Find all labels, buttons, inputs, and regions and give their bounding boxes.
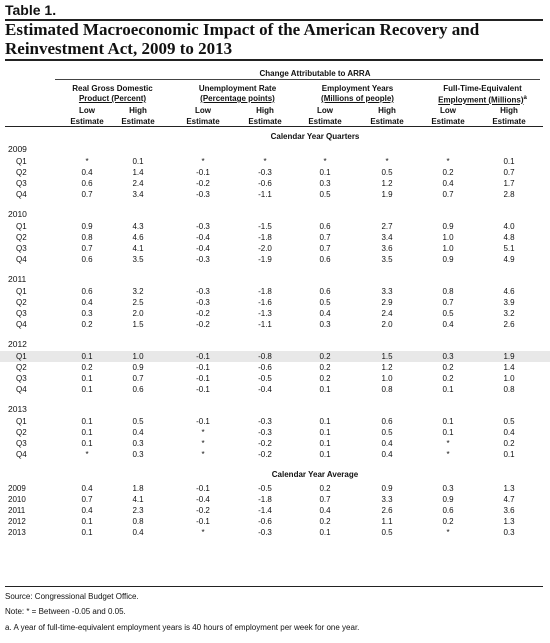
table-cell: * <box>446 450 450 459</box>
table-cell: 0.1 <box>132 157 144 166</box>
table-cell: 0.4 <box>132 528 144 537</box>
table-cell: 0.1 <box>81 352 93 361</box>
table-cell: 0.1 <box>81 439 93 448</box>
table-cell: 0.6 <box>442 506 454 515</box>
sub-header-line2: Estimate <box>121 117 155 126</box>
table-cell: 0.5 <box>381 168 393 177</box>
table-row <box>0 438 550 449</box>
group-header-gdp-line1: Real Gross Domestic <box>72 84 153 93</box>
table-cell: -1.5 <box>258 222 272 231</box>
table-cell: -1.9 <box>258 255 272 264</box>
table-cell: 0.2 <box>81 320 93 329</box>
table-label: Table 1. <box>5 2 57 18</box>
table-cell: 0.4 <box>442 320 454 329</box>
table-cell: 0.5 <box>442 309 454 318</box>
table-cell: 0.8 <box>381 385 393 394</box>
table-cell: 0.8 <box>132 517 144 526</box>
table-cell: 0.2 <box>442 374 454 383</box>
table-cell: -0.2 <box>196 179 210 188</box>
table-cell: 0.1 <box>503 157 515 166</box>
table-cell: -0.8 <box>258 352 272 361</box>
table-cell: 2.6 <box>381 506 393 515</box>
table-cell: 0.3 <box>442 484 454 493</box>
table-cell: -0.1 <box>196 168 210 177</box>
table-cell: 0.1 <box>319 528 331 537</box>
table-cell: 0.4 <box>81 168 93 177</box>
table-row <box>0 286 550 297</box>
table-cell: 1.4 <box>132 168 144 177</box>
table-cell: 0.6 <box>319 287 331 296</box>
table-cell: -0.1 <box>196 484 210 493</box>
table-row <box>0 254 550 265</box>
table-cell: 1.8 <box>132 484 144 493</box>
group-header-gdp-line2: Product (Percent) <box>78 94 147 103</box>
table-cell: 0.1 <box>442 417 454 426</box>
table-row <box>0 416 550 427</box>
table-cell: 3.4 <box>381 233 393 242</box>
quarter-label: Q3 <box>16 244 27 253</box>
table-cell: 0.1 <box>81 385 93 394</box>
quarter-label: Q2 <box>16 428 27 437</box>
table-cell: 4.3 <box>132 222 144 231</box>
average-row <box>0 527 550 538</box>
group-header-unemployment-line2: (Percentage points) <box>200 94 275 103</box>
table-cell: 0.2 <box>81 363 93 372</box>
table-cell: 0.4 <box>442 179 454 188</box>
table-cell: -1.1 <box>258 190 272 199</box>
sub-header-line1: Low <box>195 106 211 115</box>
table-cell: 0.8 <box>81 233 93 242</box>
table-cell: 0.7 <box>319 495 331 504</box>
table-cell: 0.9 <box>442 255 454 264</box>
table-cell: 4.7 <box>503 495 515 504</box>
year-label: 2009 <box>8 144 27 154</box>
table-cell: 3.4 <box>132 190 144 199</box>
sub-header-line1: Low <box>79 106 95 115</box>
sub-header-line2: Estimate <box>186 117 220 126</box>
table-cell: 1.3 <box>503 517 515 526</box>
table-cell: 0.3 <box>442 352 454 361</box>
table-cell: 0.5 <box>132 417 144 426</box>
table-cell: 0.1 <box>319 168 331 177</box>
sub-header-line1: High <box>256 106 274 115</box>
table-cell: 0.2 <box>442 168 454 177</box>
table-cell: 3.9 <box>503 298 515 307</box>
table-cell: -0.2 <box>196 506 210 515</box>
table-cell: 0.1 <box>81 517 93 526</box>
table-cell: 0.9 <box>442 495 454 504</box>
table-cell: 0.7 <box>81 495 93 504</box>
header-bottom-rule <box>5 126 543 127</box>
table-cell: 0.7 <box>442 190 454 199</box>
table-cell: 0.8 <box>503 385 515 394</box>
table-cell: 0.8 <box>442 287 454 296</box>
table-cell: 2.0 <box>132 309 144 318</box>
table-cell: -1.6 <box>258 298 272 307</box>
table-cell: * <box>85 157 89 166</box>
table-cell: 1.0 <box>442 233 454 242</box>
table-cell: 1.4 <box>503 363 515 372</box>
table-cell: 0.6 <box>81 287 93 296</box>
table-cell: * <box>446 439 450 448</box>
table-cell: 0.5 <box>319 298 331 307</box>
table-cell: 2.0 <box>381 320 393 329</box>
quarter-label: Q2 <box>16 233 27 242</box>
quarter-label: Q4 <box>16 190 27 199</box>
group-header-employment-line1: Employment Years <box>321 84 394 93</box>
table-cell: 0.7 <box>319 233 331 242</box>
quarter-label: Q4 <box>16 320 27 329</box>
table-row <box>0 373 550 384</box>
table-cell: 0.2 <box>442 517 454 526</box>
table-cell: 1.7 <box>503 179 515 188</box>
table-row <box>0 221 550 232</box>
average-year-label: 2009 <box>8 484 26 493</box>
table-cell: 1.0 <box>132 352 144 361</box>
quarter-label: Q2 <box>16 168 27 177</box>
sub-header-line1: High <box>500 106 518 115</box>
table-cell: -0.6 <box>258 363 272 372</box>
table-cell: -0.1 <box>196 374 210 383</box>
table-cell: 1.0 <box>503 374 515 383</box>
table-cell: 0.7 <box>442 298 454 307</box>
quarter-label: Q1 <box>16 352 27 361</box>
table-cell: 4.1 <box>132 244 144 253</box>
table-cell: 0.9 <box>381 484 393 493</box>
table-cell: -0.4 <box>258 385 272 394</box>
table-cell: 0.2 <box>319 517 331 526</box>
table-cell: 0.2 <box>319 374 331 383</box>
quarter-label: Q1 <box>16 287 27 296</box>
table-cell: 0.3 <box>503 528 515 537</box>
group-header-fte-line1: Full-Time-Equivalent <box>443 84 522 93</box>
average-year-label: 2011 <box>8 506 26 515</box>
table-cell: 1.9 <box>503 352 515 361</box>
table-cell: 1.0 <box>442 244 454 253</box>
sub-header-line1: High <box>129 106 147 115</box>
table-cell: 0.1 <box>319 450 331 459</box>
sub-header-line1: Low <box>440 106 456 115</box>
table-cell: 0.6 <box>81 255 93 264</box>
table-cell: * <box>201 439 205 448</box>
table-cell: 0.1 <box>319 385 331 394</box>
table-cell: 0.1 <box>442 428 454 437</box>
quarter-label: Q1 <box>16 157 27 166</box>
table-cell: -0.3 <box>196 287 210 296</box>
table-cell: 4.8 <box>503 233 515 242</box>
table-cell: 0.1 <box>503 450 515 459</box>
quarters-header: Calendar Year Quarters <box>270 132 360 141</box>
year-label: 2012 <box>8 339 27 349</box>
table-cell: 1.9 <box>381 190 393 199</box>
table-cell: 2.7 <box>381 222 393 231</box>
super-header: Change Attributable to ARRA <box>259 69 371 78</box>
quarter-label: Q2 <box>16 363 27 372</box>
table-cell: -0.3 <box>258 417 272 426</box>
quarter-label: Q3 <box>16 179 27 188</box>
table-cell: -0.5 <box>258 374 272 383</box>
table-cell: 0.4 <box>381 439 393 448</box>
table-cell: 4.0 <box>503 222 515 231</box>
quarter-label: Q3 <box>16 439 27 448</box>
table-cell: 0.5 <box>381 528 393 537</box>
sub-header-line1: Low <box>317 106 333 115</box>
table-cell: 3.5 <box>132 255 144 264</box>
table-cell: 4.6 <box>503 287 515 296</box>
table-row <box>0 232 550 243</box>
table-cell: 0.3 <box>81 309 93 318</box>
table-cell: 1.5 <box>132 320 144 329</box>
quarter-label: Q4 <box>16 385 27 394</box>
table-cell: 0.4 <box>503 428 515 437</box>
table-cell: 0.6 <box>319 222 331 231</box>
table-cell: -0.1 <box>196 363 210 372</box>
group-header-fte-line2-text: Employment (Millions) <box>438 95 524 105</box>
table-cell: 4.1 <box>132 495 144 504</box>
table-cell: 0.1 <box>81 428 93 437</box>
table-cell: 3.2 <box>503 309 515 318</box>
table-cell: 0.4 <box>132 428 144 437</box>
year-label: 2011 <box>8 274 27 284</box>
table-cell: -0.4 <box>196 233 210 242</box>
table-cell: 0.5 <box>503 417 515 426</box>
table-title: Estimated Macroeconomic Impact of the American Recovery and Reinvestment Act, 2009 to 2013 <box>5 20 480 58</box>
source-note: Source: Congressional Budget Office. <box>5 592 139 601</box>
table-cell: 2.5 <box>132 298 144 307</box>
table-cell: * <box>385 157 389 166</box>
average-year-label: 2012 <box>8 517 26 526</box>
table-cell: -1.3 <box>258 309 272 318</box>
average-row <box>0 505 550 516</box>
table-cell: 3.3 <box>381 287 393 296</box>
table-cell: -1.8 <box>258 287 272 296</box>
table-cell: -1.8 <box>258 495 272 504</box>
table-row <box>0 189 550 200</box>
table-cell: 3.5 <box>381 255 393 264</box>
sub-header-line2: Estimate <box>492 117 526 126</box>
average-year-label: 2010 <box>8 495 26 504</box>
title-rule <box>5 59 543 61</box>
table-cell: 2.3 <box>132 506 144 515</box>
sub-header-line2: Estimate <box>308 117 342 126</box>
table-cell: 5.1 <box>503 244 515 253</box>
table-row <box>0 449 550 460</box>
table-cell: 2.8 <box>503 190 515 199</box>
table-row <box>0 351 550 362</box>
table-cell: 1.1 <box>381 517 393 526</box>
table-cell: 0.1 <box>319 439 331 448</box>
super-header-rule <box>55 79 540 80</box>
quarter-label: Q2 <box>16 298 27 307</box>
table-cell: * <box>323 157 327 166</box>
table-cell: 1.2 <box>381 363 393 372</box>
table-cell: 1.5 <box>381 352 393 361</box>
table-cell: 2.9 <box>381 298 393 307</box>
table-cell: -0.2 <box>196 320 210 329</box>
sub-header-line2: Estimate <box>431 117 465 126</box>
table-cell: 0.1 <box>442 385 454 394</box>
table-cell: -0.4 <box>196 244 210 253</box>
table-cell: 1.2 <box>381 179 393 188</box>
table-cell: 0.3 <box>132 450 144 459</box>
table-cell: 0.4 <box>81 298 93 307</box>
table-cell: 0.6 <box>132 385 144 394</box>
table-row <box>0 297 550 308</box>
table-cell: 0.3 <box>319 179 331 188</box>
table-cell: -1.8 <box>258 233 272 242</box>
table-row <box>0 308 550 319</box>
table-cell: -0.1 <box>196 385 210 394</box>
table-cell: 2.6 <box>503 320 515 329</box>
year-label: 2010 <box>8 209 27 219</box>
table-cell: 0.2 <box>319 484 331 493</box>
table-cell: 3.6 <box>381 244 393 253</box>
table-cell: * <box>201 428 205 437</box>
table-cell: 0.1 <box>81 374 93 383</box>
table-cell: 0.4 <box>381 450 393 459</box>
table-cell: 0.1 <box>81 528 93 537</box>
table-cell: 0.9 <box>442 222 454 231</box>
table-cell: 0.7 <box>503 168 515 177</box>
average-row <box>0 516 550 527</box>
table-cell: 0.4 <box>81 506 93 515</box>
table-cell: 0.4 <box>81 484 93 493</box>
average-row <box>0 494 550 505</box>
table-cell: -1.1 <box>258 320 272 329</box>
table-cell: 0.7 <box>319 244 331 253</box>
table-cell: 0.6 <box>81 179 93 188</box>
table-cell: 0.2 <box>319 352 331 361</box>
table-cell: 0.1 <box>81 417 93 426</box>
table-cell: * <box>201 450 205 459</box>
table-cell: -0.1 <box>196 352 210 361</box>
table-cell: -0.3 <box>258 168 272 177</box>
quarter-label: Q3 <box>16 374 27 383</box>
table-bottom-rule <box>5 586 543 587</box>
table-cell: -0.5 <box>258 484 272 493</box>
table-cell: -0.3 <box>196 298 210 307</box>
table-cell: -0.1 <box>196 417 210 426</box>
table-cell: 0.2 <box>442 363 454 372</box>
group-header-fte-line2 <box>420 94 545 105</box>
table-cell: 4.9 <box>503 255 515 264</box>
footnote-a: a. A year of full-time-equivalent employment years is 40 hours of employment per week for one year. <box>5 623 360 632</box>
table-cell: 1.0 <box>381 374 393 383</box>
table-cell: 0.6 <box>319 255 331 264</box>
table-cell: * <box>85 450 89 459</box>
table-row <box>0 178 550 189</box>
table-cell: 0.9 <box>132 363 144 372</box>
table-row <box>0 167 550 178</box>
table-row <box>0 362 550 373</box>
average-year-label: 2013 <box>8 528 26 537</box>
table-cell: 0.7 <box>132 374 144 383</box>
table-cell: * <box>201 528 205 537</box>
table-cell: -0.2 <box>196 309 210 318</box>
table-cell: 3.3 <box>381 495 393 504</box>
table-cell: 0.7 <box>81 190 93 199</box>
table-cell: -0.1 <box>196 517 210 526</box>
table-cell: 1.3 <box>503 484 515 493</box>
table-cell: -0.3 <box>196 190 210 199</box>
table-cell: 2.4 <box>381 309 393 318</box>
table-cell: -0.6 <box>258 517 272 526</box>
table-cell: * <box>446 157 450 166</box>
quarter-label: Q4 <box>16 255 27 264</box>
table-cell: -0.2 <box>258 450 272 459</box>
table-cell: 0.4 <box>319 309 331 318</box>
quarter-label: Q4 <box>16 450 27 459</box>
table-cell: 0.9 <box>81 222 93 231</box>
table-cell: 0.3 <box>132 439 144 448</box>
quarter-label: Q3 <box>16 309 27 318</box>
table-row <box>0 243 550 254</box>
table-cell: * <box>263 157 267 166</box>
footnote-a-marker: a <box>523 95 527 101</box>
group-header-employment-line2: (Millions of people) <box>321 94 394 103</box>
table-cell: -2.0 <box>258 244 272 253</box>
table-cell: -0.3 <box>196 222 210 231</box>
table-cell: -0.3 <box>258 428 272 437</box>
table-cell: * <box>201 157 205 166</box>
table-row <box>0 156 550 167</box>
table-cell: 0.3 <box>319 320 331 329</box>
table-cell: -0.2 <box>258 439 272 448</box>
table-cell: 0.1 <box>319 417 331 426</box>
table-row <box>0 384 550 395</box>
table-cell: 0.4 <box>319 506 331 515</box>
sub-header-line2: Estimate <box>70 117 104 126</box>
table-cell: 0.5 <box>319 190 331 199</box>
table-cell: * <box>446 528 450 537</box>
table-cell: 0.2 <box>503 439 515 448</box>
table-cell: 3.6 <box>503 506 515 515</box>
average-row <box>0 483 550 494</box>
table-cell: -1.4 <box>258 506 272 515</box>
table-cell: 0.7 <box>81 244 93 253</box>
sub-header-line2: Estimate <box>370 117 404 126</box>
table-cell: 0.6 <box>381 417 393 426</box>
table-cell: 0.5 <box>381 428 393 437</box>
sub-header-line1: High <box>378 106 396 115</box>
table-cell: 0.1 <box>319 428 331 437</box>
table-cell: -0.6 <box>258 179 272 188</box>
quarter-label: Q1 <box>16 417 27 426</box>
table-row <box>0 319 550 330</box>
table-cell: 4.6 <box>132 233 144 242</box>
table-cell: 3.2 <box>132 287 144 296</box>
asterisk-note: Note: * = Between -0.05 and 0.05. <box>5 607 126 616</box>
sub-header-line2: Estimate <box>248 117 282 126</box>
table-cell: -0.4 <box>196 495 210 504</box>
table-cell: -0.3 <box>258 528 272 537</box>
table-cell: 0.2 <box>319 363 331 372</box>
quarter-label: Q1 <box>16 222 27 231</box>
table-cell: -0.3 <box>196 255 210 264</box>
group-header-unemployment-line1: Unemployment Rate <box>198 84 277 93</box>
averages-header: Calendar Year Average <box>271 470 359 479</box>
year-label: 2013 <box>8 404 27 414</box>
table-cell: 2.4 <box>132 179 144 188</box>
table-row <box>0 427 550 438</box>
